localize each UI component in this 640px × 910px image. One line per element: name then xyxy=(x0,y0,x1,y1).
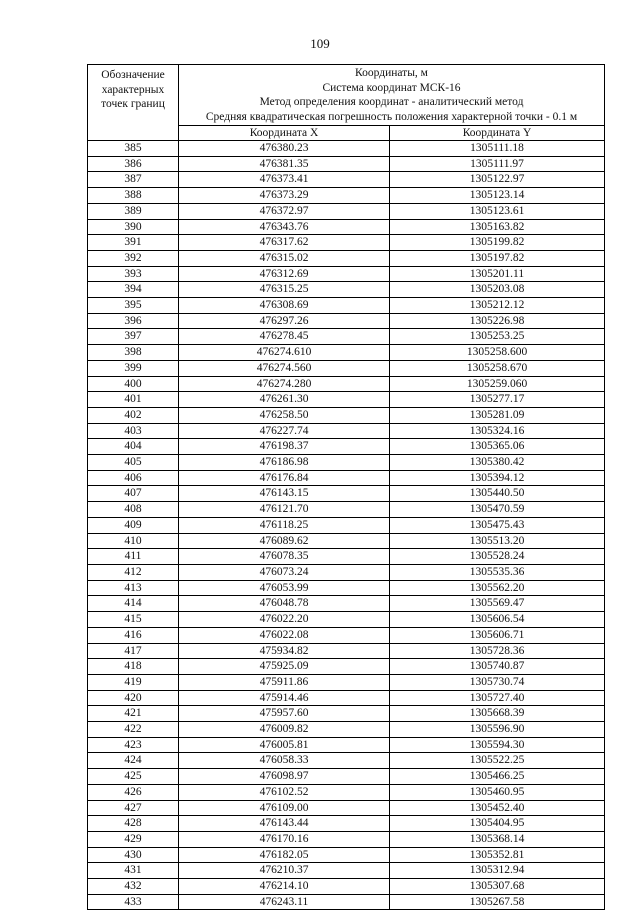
coordinate-x-cell: 476089.62 xyxy=(179,533,390,549)
coordinates-header-line: Координаты, м xyxy=(355,67,428,79)
point-number-cell: 431 xyxy=(88,863,179,879)
coordinate-y-cell: 1305324.16 xyxy=(390,423,605,439)
coordinate-y-cell: 1305522.25 xyxy=(390,753,605,769)
coordinate-y-cell: 1305197.82 xyxy=(390,250,605,266)
point-number-cell: 395 xyxy=(88,298,179,314)
coordinate-y-cell: 1305513.20 xyxy=(390,533,605,549)
coordinate-y-cell: 1305258.670 xyxy=(390,360,605,376)
table-row xyxy=(88,753,605,769)
point-number-cell: 425 xyxy=(88,769,179,785)
coordinate-x-cell: 476121.70 xyxy=(179,502,390,518)
point-number-cell: 392 xyxy=(88,250,179,266)
table-row xyxy=(88,502,605,518)
method-line: Метод определения координат - аналитический метод xyxy=(259,96,524,108)
coordinate-x-cell: 476210.37 xyxy=(179,863,390,879)
coordinate-y-cell: 1305111.97 xyxy=(390,156,605,172)
coordinate-y-cell: 1305123.61 xyxy=(390,203,605,219)
table-body xyxy=(88,141,605,910)
point-number-cell: 433 xyxy=(88,894,179,910)
coordinate-x-cell: 476143.44 xyxy=(179,816,390,832)
table-row xyxy=(88,847,605,863)
table-row xyxy=(88,800,605,816)
coordinate-x-cell: 476258.50 xyxy=(179,407,390,423)
coordinate-x-cell: 476380.23 xyxy=(179,141,390,157)
coordinate-y-cell: 1305740.87 xyxy=(390,659,605,675)
point-number-cell: 421 xyxy=(88,706,179,722)
coordinate-x-cell: 476373.29 xyxy=(179,188,390,204)
point-number-cell: 418 xyxy=(88,659,179,675)
table-row xyxy=(88,533,605,549)
table-row xyxy=(88,407,605,423)
coordinate-y-cell: 1305201.11 xyxy=(390,266,605,282)
point-number-cell: 408 xyxy=(88,502,179,518)
point-number-cell: 393 xyxy=(88,266,179,282)
coordinate-y-cell: 1305259.060 xyxy=(390,376,605,392)
coordinate-y-cell: 1305727.40 xyxy=(390,690,605,706)
coordinate-y-cell: 1305203.08 xyxy=(390,282,605,298)
coordinate-x-cell: 476261.30 xyxy=(179,392,390,408)
coordinate-x-cell: 475925.09 xyxy=(179,659,390,675)
point-number-cell: 388 xyxy=(88,188,179,204)
coordinate-x-cell: 476214.10 xyxy=(179,879,390,895)
coordinate-y-cell: 1305569.47 xyxy=(390,596,605,612)
point-number-cell: 385 xyxy=(88,141,179,157)
table-row xyxy=(88,219,605,235)
point-number-cell: 400 xyxy=(88,376,179,392)
coordinate-y-cell: 1305111.18 xyxy=(390,141,605,157)
coordinate-x-cell: 476176.84 xyxy=(179,470,390,486)
table-row xyxy=(88,894,605,910)
table-row xyxy=(88,156,605,172)
coordinate-x-cell: 475934.82 xyxy=(179,643,390,659)
coordinate-y-cell: 1305123.14 xyxy=(390,188,605,204)
coordinate-y-cell: 1305562.20 xyxy=(390,580,605,596)
point-number-cell: 389 xyxy=(88,203,179,219)
table-row xyxy=(88,141,605,157)
table-row xyxy=(88,596,605,612)
table-row xyxy=(88,674,605,690)
coordinate-x-cell: 476143.15 xyxy=(179,486,390,502)
coordinate-y-cell: 1305475.43 xyxy=(390,517,605,533)
coordinate-y-cell: 1305163.82 xyxy=(390,219,605,235)
accuracy-line: Средняя квадратическая погрешность положения характерной точки - 0.1 м xyxy=(205,110,578,123)
point-number-cell: 429 xyxy=(88,831,179,847)
coordinate-x-cell: 475914.46 xyxy=(179,690,390,706)
coordinate-x-header: Координата X xyxy=(179,126,390,141)
point-number-cell: 401 xyxy=(88,392,179,408)
table-row xyxy=(88,360,605,376)
point-number-cell: 405 xyxy=(88,455,179,471)
coordinate-x-cell: 476227.74 xyxy=(179,423,390,439)
point-number-cell: 419 xyxy=(88,674,179,690)
table-row xyxy=(88,627,605,643)
table-row xyxy=(88,769,605,785)
point-number-cell: 417 xyxy=(88,643,179,659)
table-row xyxy=(88,250,605,266)
point-header-line: характерных xyxy=(101,83,165,96)
point-number-cell: 402 xyxy=(88,407,179,423)
point-number-cell: 412 xyxy=(88,564,179,580)
coordinate-x-cell: 476058.33 xyxy=(179,753,390,769)
point-number-cell: 404 xyxy=(88,439,179,455)
point-number-cell: 420 xyxy=(88,690,179,706)
coordinate-y-cell: 1305380.42 xyxy=(390,455,605,471)
table-row xyxy=(88,329,605,345)
coordinate-y-cell: 1305606.54 xyxy=(390,612,605,628)
table-row xyxy=(88,737,605,753)
coordinate-y-cell: 1305535.36 xyxy=(390,564,605,580)
table-row xyxy=(88,313,605,329)
table-row xyxy=(88,517,605,533)
coordinate-x-cell: 476297.26 xyxy=(179,313,390,329)
table-row xyxy=(88,376,605,392)
table-row xyxy=(88,690,605,706)
point-number-cell: 399 xyxy=(88,360,179,376)
coordinate-y-cell: 1305365.06 xyxy=(390,439,605,455)
point-number-cell: 406 xyxy=(88,470,179,486)
point-number-cell: 430 xyxy=(88,847,179,863)
point-number-cell: 414 xyxy=(88,596,179,612)
point-number-cell: 394 xyxy=(88,282,179,298)
coordinate-x-cell: 476048.78 xyxy=(179,596,390,612)
coordinate-x-cell: 476009.82 xyxy=(179,722,390,738)
point-number-cell: 410 xyxy=(88,533,179,549)
coordinate-x-cell: 476109.00 xyxy=(179,800,390,816)
coordinate-x-cell: 476198.37 xyxy=(179,439,390,455)
point-number-cell: 387 xyxy=(88,172,179,188)
coordinate-x-cell: 476312.69 xyxy=(179,266,390,282)
table-row xyxy=(88,298,605,314)
coordinate-x-cell: 476243.11 xyxy=(179,894,390,910)
table-row xyxy=(88,486,605,502)
table-row xyxy=(88,612,605,628)
coordinate-x-cell: 476186.98 xyxy=(179,455,390,471)
coordinate-x-cell: 476118.25 xyxy=(179,517,390,533)
coordinate-x-cell: 476073.24 xyxy=(179,564,390,580)
coordinate-x-cell: 476317.62 xyxy=(179,235,390,251)
coordinates-table xyxy=(87,64,605,910)
coordinates-header xyxy=(179,65,605,126)
point-header-line: точек границ xyxy=(101,98,165,110)
table-row xyxy=(88,282,605,298)
coordinate-y-cell: 1305281.09 xyxy=(390,407,605,423)
point-number-cell: 397 xyxy=(88,329,179,345)
coordinate-y-cell: 1305606.71 xyxy=(390,627,605,643)
point-number-cell: 424 xyxy=(88,753,179,769)
coordinate-y-cell: 1305253.25 xyxy=(390,329,605,345)
table-row xyxy=(88,863,605,879)
coordinate-y-cell: 1305466.25 xyxy=(390,769,605,785)
table-row xyxy=(88,831,605,847)
table-row xyxy=(88,564,605,580)
page-number: 109 xyxy=(310,36,330,51)
coordinate-x-cell: 476274.610 xyxy=(179,345,390,361)
coordinate-x-cell: 476372.97 xyxy=(179,203,390,219)
coordinate-y-cell: 1305258.600 xyxy=(390,345,605,361)
point-number-cell: 391 xyxy=(88,235,179,251)
coordinate-x-cell: 476274.560 xyxy=(179,360,390,376)
coordinate-system-line: Система координат МСК-16 xyxy=(322,81,461,94)
coordinate-y-cell: 1305212.12 xyxy=(390,298,605,314)
coordinate-x-cell: 476078.35 xyxy=(179,549,390,565)
coordinate-y-cell: 1305404.95 xyxy=(390,816,605,832)
coordinate-x-cell: 476278.45 xyxy=(179,329,390,345)
coordinate-y-cell: 1305226.98 xyxy=(390,313,605,329)
point-number-cell: 398 xyxy=(88,345,179,361)
table-row xyxy=(88,423,605,439)
table-row xyxy=(88,722,605,738)
table-row xyxy=(88,392,605,408)
point-number-cell: 407 xyxy=(88,486,179,502)
table-row xyxy=(88,345,605,361)
coordinate-x-cell: 475911.86 xyxy=(179,674,390,690)
coordinate-x-cell: 476005.81 xyxy=(179,737,390,753)
coordinate-x-cell: 476315.02 xyxy=(179,250,390,266)
coordinate-x-cell: 476381.35 xyxy=(179,156,390,172)
point-number-cell: 422 xyxy=(88,722,179,738)
coordinate-y-cell: 1305312.94 xyxy=(390,863,605,879)
table-row xyxy=(88,439,605,455)
table-row xyxy=(88,706,605,722)
table-row xyxy=(88,188,605,204)
point-number-cell: 409 xyxy=(88,517,179,533)
table-row xyxy=(88,816,605,832)
coordinate-y-cell: 1305728.36 xyxy=(390,643,605,659)
header-row xyxy=(88,65,605,126)
table-row xyxy=(88,203,605,219)
point-designation-header xyxy=(88,65,179,141)
coordinate-x-cell: 476373.41 xyxy=(179,172,390,188)
coordinate-x-cell: 476098.97 xyxy=(179,769,390,785)
coordinate-y-cell: 1305122.97 xyxy=(390,172,605,188)
coordinate-y-cell: 1305730.74 xyxy=(390,674,605,690)
point-number-cell: 432 xyxy=(88,879,179,895)
point-number-cell: 390 xyxy=(88,219,179,235)
coordinate-x-cell: 476170.16 xyxy=(179,831,390,847)
coordinate-x-cell: 476182.05 xyxy=(179,847,390,863)
point-number-cell: 386 xyxy=(88,156,179,172)
coordinate-y-cell: 1305307.68 xyxy=(390,879,605,895)
table-row xyxy=(88,580,605,596)
table-row xyxy=(88,659,605,675)
coordinate-y-cell: 1305470.59 xyxy=(390,502,605,518)
coordinate-x-cell: 476315.25 xyxy=(179,282,390,298)
table-row xyxy=(88,266,605,282)
table-row xyxy=(88,879,605,895)
coordinate-x-cell: 476022.08 xyxy=(179,627,390,643)
coordinate-y-cell: 1305460.95 xyxy=(390,784,605,800)
coordinate-y-cell: 1305440.50 xyxy=(390,486,605,502)
coordinate-x-cell: 475957.60 xyxy=(179,706,390,722)
point-number-cell: 413 xyxy=(88,580,179,596)
coordinate-y-cell: 1305452.40 xyxy=(390,800,605,816)
coordinate-y-cell: 1305267.58 xyxy=(390,894,605,910)
coordinate-y-cell: 1305199.82 xyxy=(390,235,605,251)
point-header-line: Обозначение xyxy=(101,69,165,81)
coordinate-x-cell: 476308.69 xyxy=(179,298,390,314)
coordinate-y-cell: 1305352.81 xyxy=(390,847,605,863)
coordinate-x-cell: 476274.280 xyxy=(179,376,390,392)
coordinate-y-cell: 1305277.17 xyxy=(390,392,605,408)
table-row xyxy=(88,455,605,471)
point-number-cell: 423 xyxy=(88,737,179,753)
point-number-cell: 403 xyxy=(88,423,179,439)
point-number-cell: 426 xyxy=(88,784,179,800)
table-row xyxy=(88,643,605,659)
coordinate-x-cell: 476102.52 xyxy=(179,784,390,800)
table-row xyxy=(88,784,605,800)
table-row xyxy=(88,470,605,486)
coordinate-y-cell: 1305594.30 xyxy=(390,737,605,753)
coordinate-y-header: Координата Y xyxy=(390,126,605,141)
table-row xyxy=(88,235,605,251)
coordinate-y-cell: 1305368.14 xyxy=(390,831,605,847)
coordinate-y-cell: 1305394.12 xyxy=(390,470,605,486)
point-number-cell: 428 xyxy=(88,816,179,832)
coordinate-y-cell: 1305596.90 xyxy=(390,722,605,738)
point-number-cell: 427 xyxy=(88,800,179,816)
table-row xyxy=(88,549,605,565)
table-row xyxy=(88,172,605,188)
coordinate-x-cell: 476022.20 xyxy=(179,612,390,628)
point-number-cell: 411 xyxy=(88,549,179,565)
coordinate-y-cell: 1305528.24 xyxy=(390,549,605,565)
point-number-cell: 415 xyxy=(88,612,179,628)
coordinate-x-cell: 476343.76 xyxy=(179,219,390,235)
point-number-cell: 416 xyxy=(88,627,179,643)
coordinate-x-cell: 476053.99 xyxy=(179,580,390,596)
point-number-cell: 396 xyxy=(88,313,179,329)
coordinate-y-cell: 1305668.39 xyxy=(390,706,605,722)
